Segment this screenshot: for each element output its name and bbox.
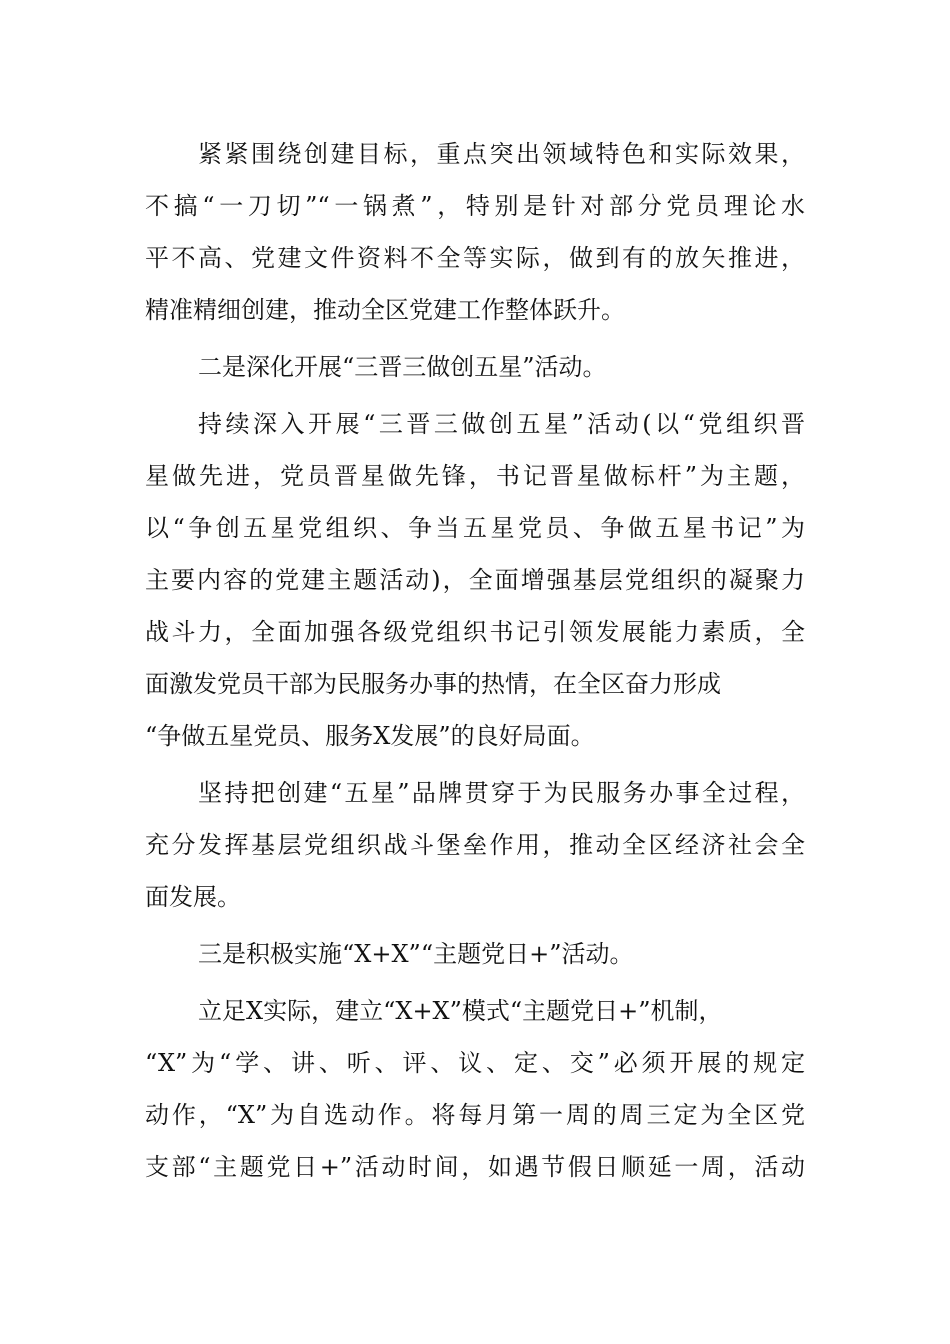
section-heading-3 (145, 928, 805, 980)
section-heading: 三是积极实施“X+X”“主题党日+”活动。 (198, 940, 634, 968)
text-line: 不搞“一刀切”“一锅煮”，特别是针对部分党员理论水 (145, 192, 805, 220)
text-line: 精准精细创建，推动全区党建工作整体跃升。 (145, 296, 625, 324)
text-line: 持续深入开展“三晋三做创五星”活动(以“党组织晋 (198, 410, 805, 438)
section-heading: 二是深化开展“三晋三做创五星”活动。 (198, 353, 607, 381)
section-heading-2 (145, 341, 805, 393)
text-line: 面激发党员干部为民服务办事的热情，在全区奋力形成 (145, 670, 721, 698)
text-line: 星做先进，党员晋星做先锋，书记晋星做标杆”为主题， (145, 462, 805, 490)
text-line: “争做五星党员、服务X发展”的良好局面。 (145, 722, 595, 750)
paragraph-3 (145, 398, 805, 762)
text-line: 主要内容的党建主题活动)，全面增强基层党组织的凝聚力 (145, 566, 805, 594)
document-body (145, 128, 805, 1193)
text-line: 平不高、党建文件资料不全等实际，做到有的放矢推进， (145, 244, 805, 272)
text-line: 立足X实际，建立“X+X”模式“主题党日+”机制， (198, 997, 723, 1025)
paragraph-6 (145, 985, 805, 1193)
text-line: 紧紧围绕创建目标，重点突出领域特色和实际效果， (198, 140, 805, 168)
text-line: 面发展。 (145, 883, 241, 911)
text-line: 动作，“X”为自选动作。将每月第一周的周三定为全区党 (145, 1101, 805, 1129)
text-line: 充分发挥基层党组织战斗堡垒作用，推动全区经济社会全 (145, 831, 805, 859)
text-line: 坚持把创建“五星”品牌贯穿于为民服务办事全过程， (198, 779, 805, 807)
paragraph-4 (145, 767, 805, 923)
text-line: “X”为“学、讲、听、评、议、定、交”必须开展的规定 (145, 1049, 805, 1077)
paragraph-1 (145, 128, 805, 336)
text-line: 以“争创五星党组织、争当五星党员、争做五星书记”为 (145, 514, 805, 542)
text-line: 战斗力，全面加强各级党组织书记引领发展能力素质，全 (145, 618, 805, 646)
text-line: 支部“主题党日+”活动时间，如遇节假日顺延一周，活动 (145, 1153, 805, 1181)
